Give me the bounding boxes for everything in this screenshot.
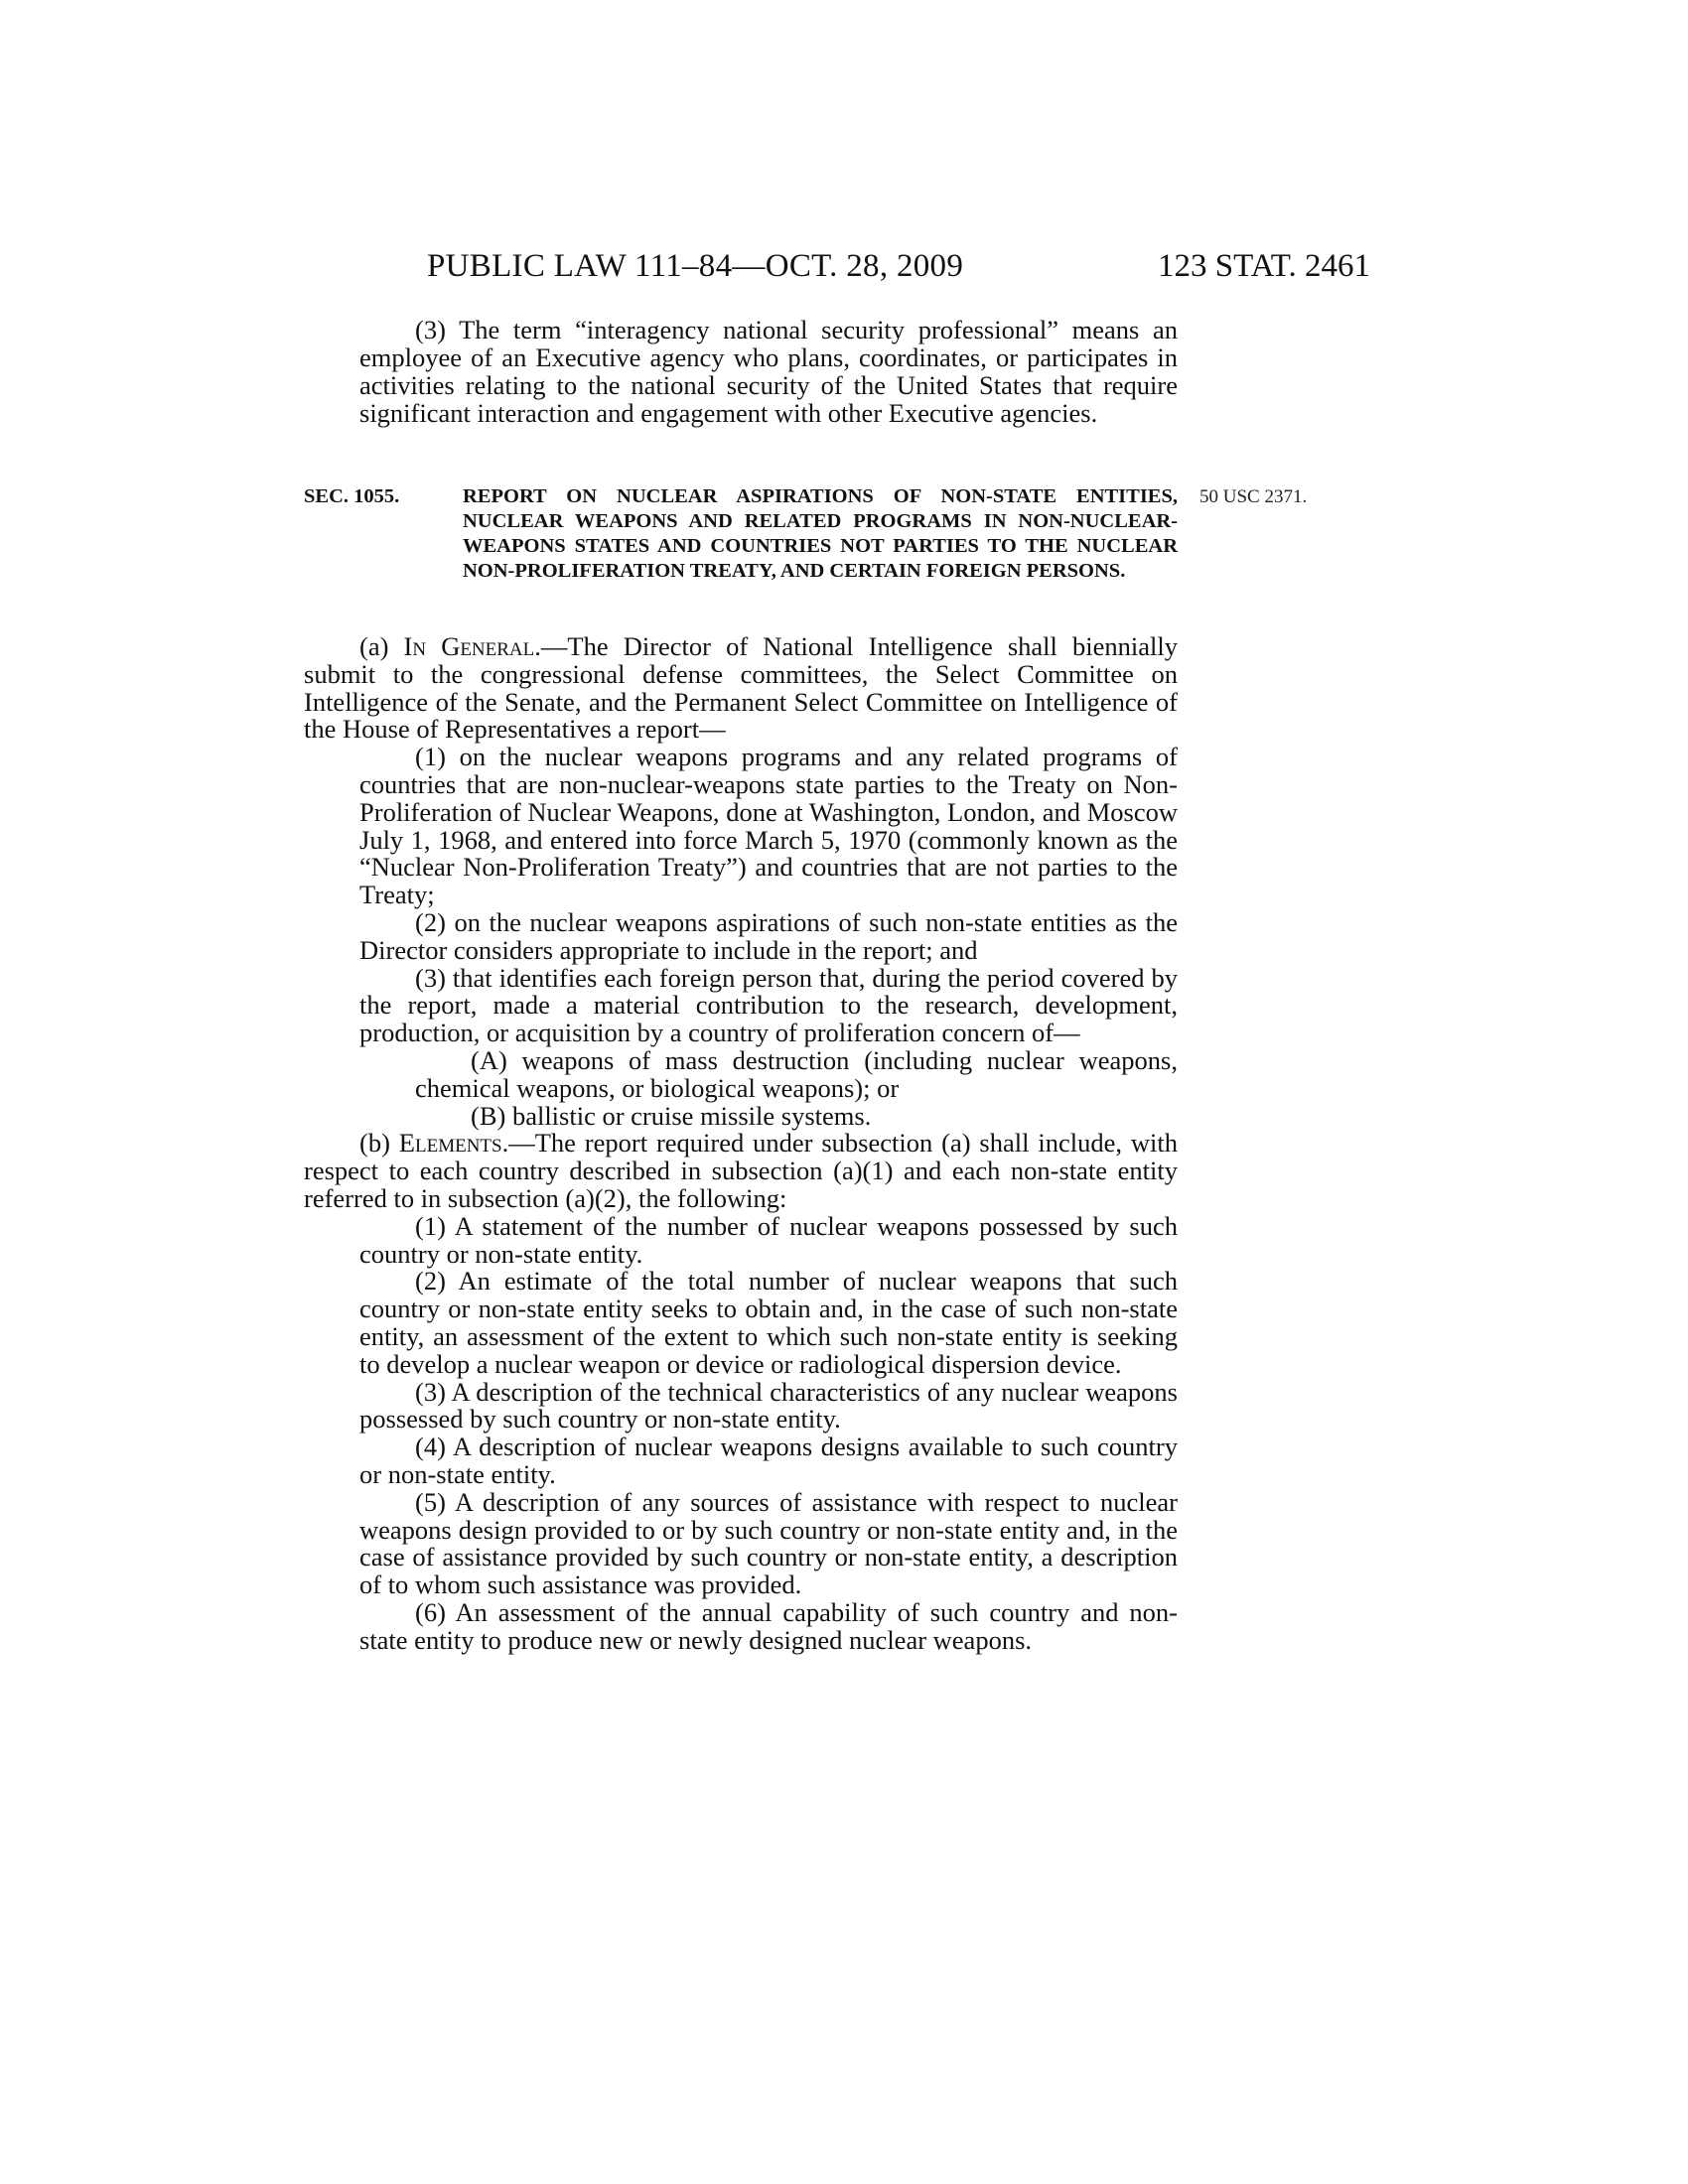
subsection-b-label: (b): [359, 1128, 399, 1159]
subsection-b-text: .—The report required under subsection (a) shall include, with respect to each country described in subsection (a)(1) and each non-state entity referred to in subsection (a)(2), the following:: [304, 1128, 1178, 1213]
usc-citation-note: 50 USC 2371.: [1199, 486, 1308, 507]
definition-paragraph: (3) The term “interagency national security professional” means an employee of an Executive agency who plans, coordinates, or participates in activities relating to the national security of the United States that require significant interaction and engagement with other Executive agencies.: [359, 315, 1178, 428]
subsection-a-item-1: (1) on the nuclear weapons programs and any related programs of countries that are non-nuclear-weapons state parties to the Treaty on Non-Proliferation of Nuclear Weapons, done at Washington, London, and Moscow July 1, 1968, and entered into force March 5, 1970 (commonly known as the “Nuclear Non-Proliferation Treaty”) and countries that are not parties to the Treaty;: [359, 742, 1178, 910]
subsection-b-item-3: (3) A description of the technical characteristics of any nuclear weapons possessed by such country or non-state entity.: [359, 1376, 1178, 1434]
subsection-a-label: (a): [359, 631, 404, 661]
subsection-b-item-1: (1) A statement of the number of nuclear weapons possessed by such country or non-state entity.: [359, 1210, 1178, 1269]
subsection-a: [304, 633, 1178, 744]
running-header: [427, 246, 1370, 286]
subsection-b-item-4: (4) A description of nuclear weapons designs available to such country or non-state entity.: [359, 1432, 1178, 1489]
subsection-a-subitem-A: (A) weapons of mass destruction (including nuclear weapons, chemical weapons, or biological weapons); or: [415, 1044, 1178, 1103]
statute-page-number: 123 STAT. 2461: [1157, 248, 1370, 284]
subsection-a-heading: In General: [403, 631, 535, 661]
subsection-a-text: .—The Director of National Intelligence shall biennially submit to the congressional defense committees, the Select Committee on Intelligence of the Senate, and the Permanent Select Committee on Intelligence of the House of Representatives a report—: [304, 631, 1178, 745]
subsection-b-item-6: (6) An assessment of the annual capability of such country and non-state entity to produce new or newly designed nuclear weapons.: [359, 1596, 1178, 1655]
subsection-a-subitem-B: (B) ballistic or cruise missile systems.: [471, 1100, 872, 1131]
subsection-a-item-3: (3) that identifies each foreign person that, during the period covered by the report, made a material contribution to the research, development, production, or acquisition by a country of proliferation concern of—: [359, 962, 1178, 1048]
section-heading: [304, 484, 1178, 584]
section-title: REPORT ON NUCLEAR ASPIRATIONS OF NON-STATE ENTITIES, NUCLEAR WEAPONS AND RELATED PROGRAMS IN NON-NUCLEAR-WEAPONS STATES AND COUNTRIES NOT PARTIES TO THE NUCLEAR NON-PROLIFERATION TREATY, AND CERTAIN FOREIGN PERSONS.: [463, 485, 1178, 582]
subsection-a-item-2: (2) on the nuclear weapons aspirations of such non-state entities as the Director considers appropriate to include in the report; and: [359, 906, 1178, 965]
section-number: SEC. 1055.: [304, 485, 400, 507]
subsection-b-item-5: (5) A description of any sources of assistance with respect to nuclear weapons design provided to or by such country or non-state entity and, in the case of assistance provided by such country or non-state entity, a description of to whom such assistance was provided.: [359, 1486, 1178, 1600]
subsection-b: [304, 1130, 1178, 1212]
public-law-title: PUBLIC LAW 111–84—OCT. 28, 2009: [427, 248, 964, 284]
paragraph-3-definition: [304, 316, 1178, 427]
subsection-b-item-2: (2) An estimate of the total number of nuclear weapons that such country or non-state entity seeks to obtain and, in the case of such non-state entity, an assessment of the extent to which such non-state entity is seeking to develop a nuclear weapon or device or radiological dispersion device.: [359, 1266, 1178, 1379]
section-body: [304, 633, 1178, 1654]
subsection-b-heading: Elements: [398, 1128, 502, 1159]
